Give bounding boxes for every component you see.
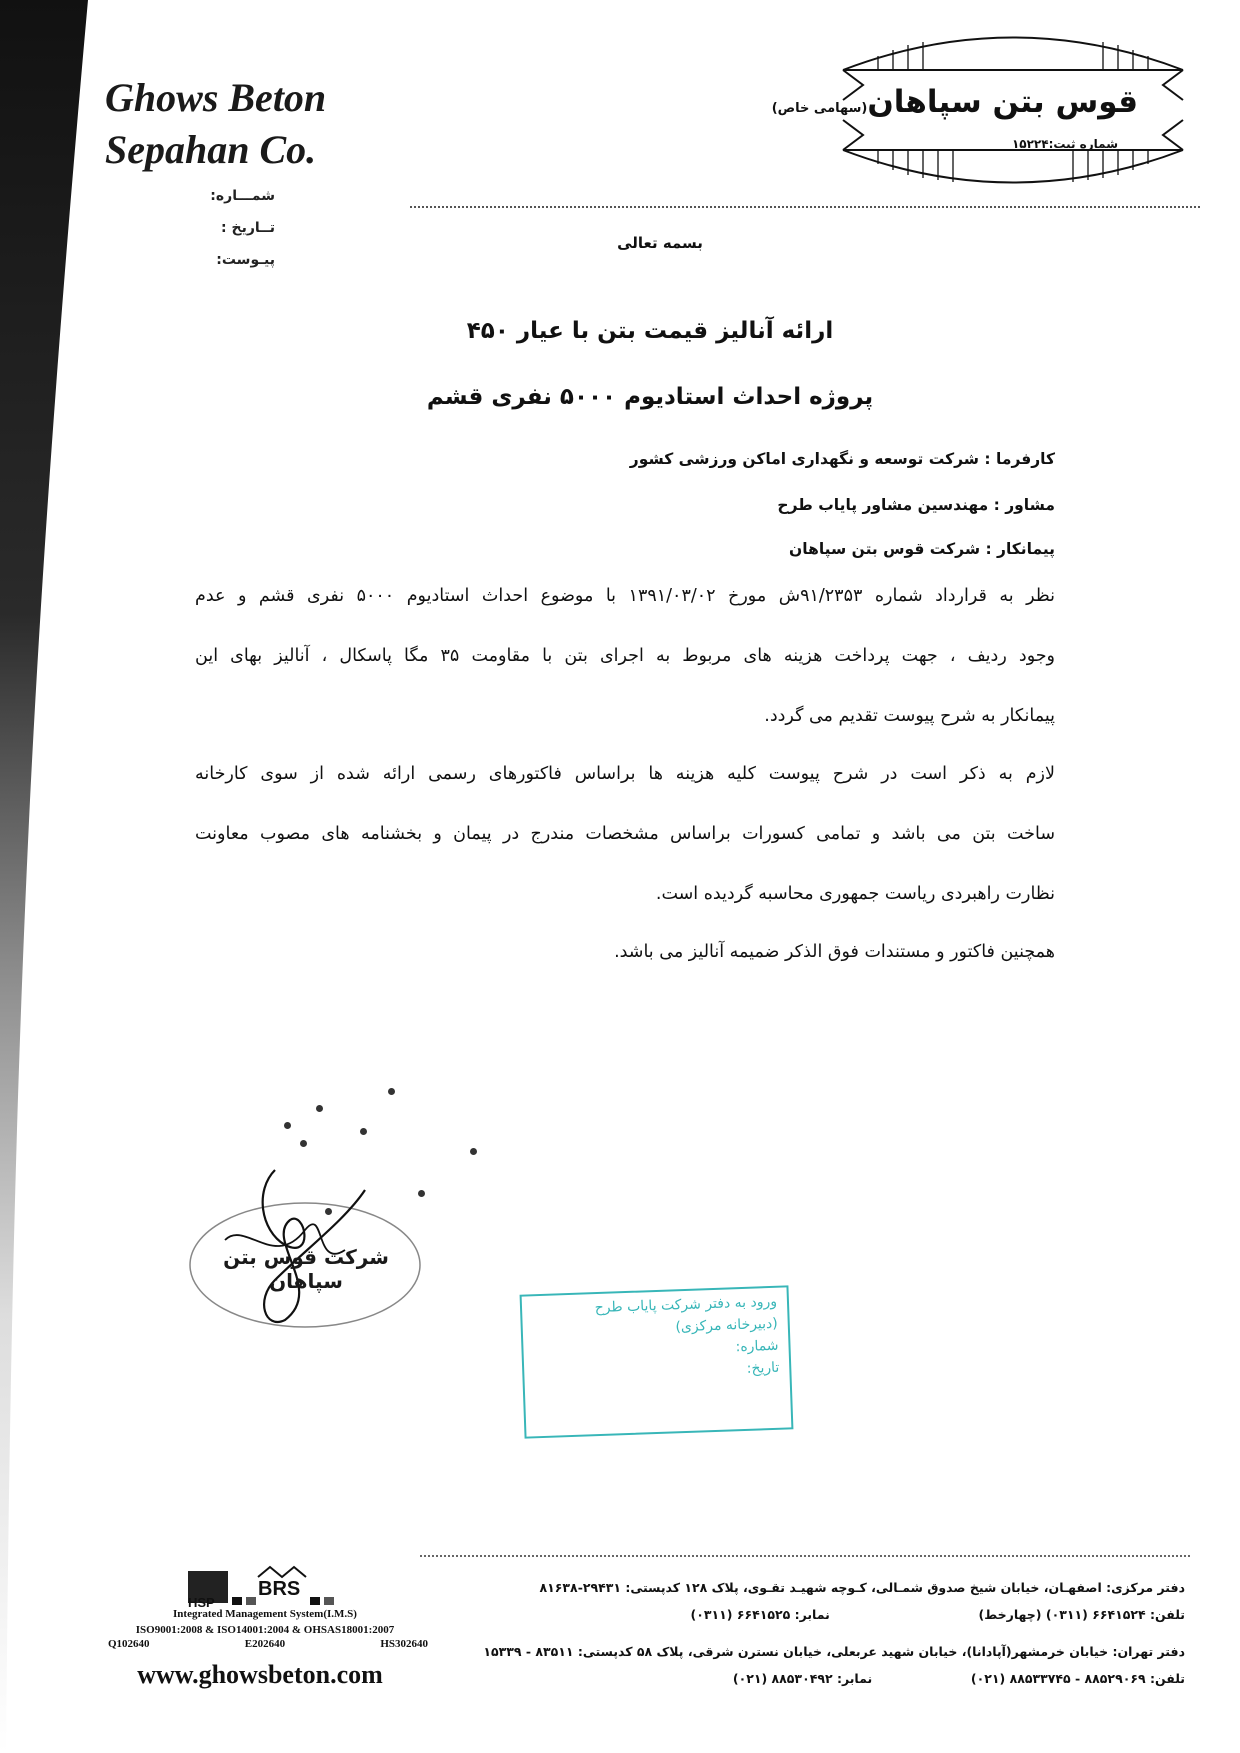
certificate-code-hs: HS302640 (380, 1638, 428, 1650)
received-stamp (520, 1285, 794, 1438)
central-office-address: دفتر مرکزی: اصفهـان، خیابان شیخ صدوق شمـالی، کـوچه شهیـد تقـوی، پلاک ۱۲۸ کدپستی: ۲۹۴۳۱-۸۱۶۳۸ (539, 1580, 1185, 1595)
received-stamp-line1: ورود به دفتر شرکت پایاب طرح (594, 1293, 778, 1317)
central-office-contacts (425, 1607, 1185, 1622)
body-line-2: وجود ردیف ، جهت پرداخت هزینه های مربوط به اجرای بتن با مقاومت ۳۵ مگا پاسکال ، آنالیز بهای این (195, 646, 1055, 666)
received-stamp-number: شماره: (735, 1337, 779, 1356)
central-office-phone: تلفن: ۶۶۴۱۵۲۴ (۰۳۱۱) (چهارخط) (978, 1607, 1185, 1622)
tehran-office-phone: تلفن: ۸۸۵۲۹۰۶۹ - ۸۸۵۳۳۷۴۵ (۰۲۱) (970, 1671, 1185, 1686)
company-name-en-line2: Sepahan Co. (105, 127, 317, 172)
subject-line-1: ارائه آنالیز قیمت بتن با عیار ۴۵۰ (466, 318, 834, 344)
scan-dot (284, 1122, 291, 1129)
company-name-fa (772, 84, 1138, 120)
scan-dot (388, 1088, 395, 1095)
body-line-4: لازم به ذکر است در شرح پیوست کلیه هزینه ها براساس فاکتورهای رسمی ارائه شده از سوی کارخانه (195, 764, 1055, 784)
website-url: www.ghowsbeton.com (137, 1660, 383, 1689)
tehran-office-contacts (425, 1671, 1185, 1686)
company-name-en-line1: Ghows Beton (105, 75, 327, 120)
certificate-code-e: E202640 (244, 1638, 286, 1650)
header-divider (410, 206, 1200, 208)
body-line-7: همچنین فاکتور و مستندات فوق الذکر ضمیمه آنالیز می باشد. (614, 942, 1055, 962)
signature-company-name: شرکت قوس بتن سپاهان (223, 1245, 389, 1293)
ims-label: Integrated Management System(I.M.S) (173, 1608, 357, 1620)
attachment-label: پیـوست: (216, 252, 275, 268)
consultant-line: مشاور : مهندسین مشاور پایاب طرح (777, 496, 1055, 514)
scan-dot (300, 1140, 307, 1147)
body-line-6: نظارت راهبردی ریاست جمهوری محاسبه گردیده است. (655, 884, 1055, 904)
received-stamp-line2: (دبیرخانه مرکزی) (675, 1315, 779, 1336)
employer-line: کارفرما : شرکت توسعه و نگهداری اماکن ورزشی کشور (629, 450, 1055, 468)
tehran-office-fax: نمابر: ۸۸۵۳۰۴۹۲ (۰۲۱) (732, 1671, 873, 1686)
brs-logo-text: BRS (258, 1578, 301, 1600)
signature-and-seal (165, 1150, 425, 1330)
company-name-fa-text: قوس بتن سپاهان (867, 84, 1138, 120)
body-line-5: ساخت بتن می باشد و تمامی کسورات براساس مشخصات مندرج در پیمان و بخشنامه های مصوب معاونت (195, 824, 1055, 844)
scan-dot (470, 1148, 477, 1155)
received-stamp-date: تاریخ: (746, 1359, 780, 1377)
registration-number: شماره ثبت:۱۵۲۲۴ (1011, 137, 1118, 151)
number-label: شمـــاره: (210, 188, 275, 204)
left-decorative-band (0, 0, 120, 1753)
body-line-3: پیمانکار به شرح پیوست تقدیم می گردد. (764, 706, 1055, 726)
company-type: (سهامی خاص) (771, 101, 868, 116)
subject-line-2: پروژه احداث استادیوم ۵۰۰۰ نفری قشم (426, 384, 874, 410)
date-label: تــاریخ : (221, 220, 275, 236)
scan-dot (360, 1128, 367, 1135)
scan-dot (316, 1105, 323, 1112)
footer-divider (420, 1555, 1190, 1557)
certificate-code-q: Q102640 (108, 1638, 150, 1650)
hsp-logo-text: HSP (188, 1595, 215, 1609)
body-line-1: نظر به قرارداد شماره ۹۱/۲۳۵۳ش مورخ ۱۳۹۱/۰۳/۰۲ با موضوع احداث استادیوم ۵۰۰۰ نفری قشم و عدم (195, 586, 1056, 606)
certificate-codes (108, 1638, 428, 1650)
tehran-office-address: دفتر تهران: خیابان خرمشهر(آپادانا)، خیابان شهید عربعلی، خیابان نسترن شرقی، پلاک ۵۸ کدپستی: ۸۳۵۱۱ - ۱۵۳۳۹ (483, 1644, 1185, 1659)
company-name-en (105, 72, 425, 176)
central-office-fax: نمابر: ۶۶۴۱۵۲۵ (۰۳۱۱) (690, 1607, 830, 1622)
brs-certification-logo (188, 1565, 348, 1609)
contractor-line: پیمانکار : شرکت قوس بتن سپاهان (789, 540, 1055, 558)
iso-standards: ISO9001:2008 & ISO14001:2004 & OHSAS18001:2007 (135, 1624, 395, 1636)
letter-meta-fields (150, 188, 275, 284)
basmala: بسمه تعالی (617, 234, 703, 252)
